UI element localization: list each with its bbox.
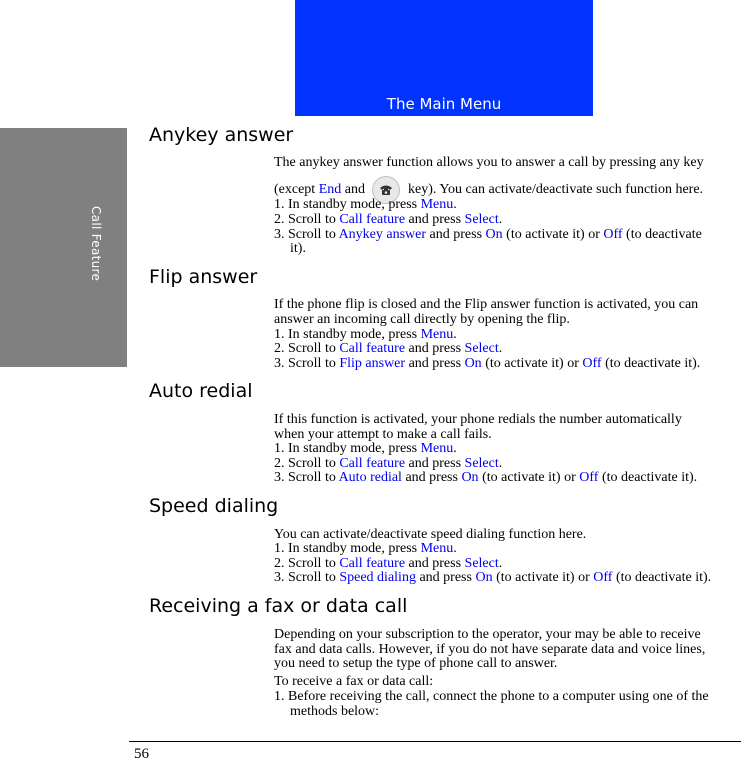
redial-step-2 (274, 457, 502, 471)
select-term: Select (464, 341, 499, 356)
redial-step-3 (274, 471, 697, 485)
text: (to activate it) or (481, 356, 583, 371)
fax-para-line-6: methods below: (290, 704, 380, 719)
auto-redial-term: Auto redial (338, 470, 402, 485)
anykey-step-3 (274, 228, 702, 242)
anykey-intro-line-1: The anykey answer function allows you to answer a call by pressing any key (274, 155, 704, 170)
section-heading-anykey: Anykey answer (149, 124, 294, 146)
call-feature-term: Call feature (339, 212, 406, 227)
flip-step-3 (274, 357, 700, 371)
text: and press (405, 356, 465, 371)
off-term: Off (582, 356, 602, 371)
redial-para-line-1: If this function is activated, your phone redials the number automatically (274, 412, 682, 427)
anykey-step-2 (274, 213, 502, 227)
side-tab (0, 128, 127, 367)
anykey-step-1 (274, 198, 457, 212)
menu-term: Menu (420, 441, 454, 456)
text: 2. Scroll to (274, 212, 340, 227)
on-term: On (461, 470, 479, 485)
select-term: Select (464, 456, 499, 471)
text: 1. In standby mode, press (274, 541, 421, 556)
menu-term: Menu (420, 197, 454, 212)
anykey-answer-term: Anykey answer (338, 227, 427, 242)
text: and press (426, 227, 486, 242)
anykey-step-3-cont: it). (290, 241, 306, 256)
text: 3. Scroll to (274, 356, 340, 371)
text: key). You can activate/deactivate such function here. (404, 182, 704, 198)
text: and press (401, 470, 462, 485)
text: and press (405, 341, 465, 356)
text: and press (405, 456, 465, 471)
speed-para-line-1: You can activate/deactivate speed dialing function here. (274, 527, 587, 542)
text: 2. Scroll to (274, 556, 340, 571)
text: 3. Scroll to (274, 227, 339, 242)
speed-step-2 (274, 557, 502, 571)
section-heading-redial: Auto redial (149, 380, 253, 402)
text: (to deactivate it). (598, 470, 698, 485)
text: . (498, 456, 503, 471)
text: 2. Scroll to (274, 341, 340, 356)
flip-para-line-1: If the phone flip is closed and the Flip answer function is activated, you can (274, 297, 699, 312)
menu-term: Menu (420, 327, 454, 342)
end-key-term: End (318, 182, 342, 198)
section-heading-speed: Speed dialing (149, 495, 279, 517)
text: 3. Scroll to (274, 570, 340, 585)
fax-para-line-5: 1. Before receiving the call, connect the phone to a computer using one of the (274, 689, 709, 704)
off-term: Off (593, 570, 613, 585)
redial-step-1 (274, 442, 457, 456)
text: and press (405, 212, 465, 227)
side-tab-label: Call Feature (89, 206, 103, 282)
section-heading-flip: Flip answer (149, 266, 258, 288)
call-feature-term: Call feature (339, 556, 406, 571)
off-term: Off (579, 470, 599, 485)
text: (to activate it) or (478, 470, 580, 485)
on-term: On (485, 227, 503, 242)
menu-term: Menu (420, 541, 454, 556)
section-heading-fax: Receiving a fax or data call (149, 595, 408, 617)
on-term: On (475, 570, 493, 585)
text: 3. Scroll to (274, 470, 339, 485)
text: . (453, 327, 457, 342)
text: . (498, 212, 503, 227)
fax-para-line-1: Depending on your subscription to the operator, your may be able to receive (274, 627, 701, 642)
header-title: The Main Menu (386, 95, 502, 113)
text: 2. Scroll to (274, 456, 340, 471)
select-term: Select (464, 556, 499, 571)
fax-para-line-4: To receive a fax or data call: (274, 674, 434, 689)
text: 1. In standby mode, press (274, 327, 421, 342)
text: and press (415, 570, 476, 585)
text: (to deactivate it). (612, 570, 712, 585)
fax-para-line-2: fax and data calls. However, if you do not have separate data and voice lines, (274, 642, 706, 657)
text: (to activate it) or (492, 570, 594, 585)
flip-step-1 (274, 328, 457, 342)
flip-step-2 (274, 342, 502, 356)
text: . (498, 556, 503, 571)
page-number: 56 (134, 746, 149, 762)
on-term: On (464, 356, 482, 371)
text: (except (274, 182, 319, 198)
text: . (498, 341, 503, 356)
text: (to deactivate (622, 227, 702, 242)
speed-step-3 (274, 571, 711, 585)
header-banner (295, 0, 593, 116)
fax-para-line-3: you need to setup the type of phone call to answer. (274, 656, 558, 671)
select-term: Select (464, 212, 499, 227)
text: and press (405, 556, 465, 571)
call-feature-term: Call feature (339, 341, 406, 356)
text: 1. In standby mode, press (274, 197, 421, 212)
text: . (453, 441, 457, 456)
off-term: Off (603, 227, 623, 242)
speed-dialing-term: Speed dialing (339, 570, 416, 585)
text: . (453, 541, 457, 556)
text: (to deactivate it). (601, 356, 701, 371)
footer-divider (129, 741, 741, 742)
text: and (341, 182, 369, 198)
call-feature-term: Call feature (339, 456, 406, 471)
flip-answer-term: Flip answer (339, 356, 406, 371)
redial-para-line-2: when your attempt to make a call fails. (274, 427, 492, 442)
text: . (453, 197, 457, 212)
text: (to activate it) or (502, 227, 604, 242)
text: 1. In standby mode, press (274, 441, 421, 456)
flip-para-line-2: answer an incoming call directly by opening the flip. (274, 312, 570, 327)
speed-step-1 (274, 542, 457, 556)
